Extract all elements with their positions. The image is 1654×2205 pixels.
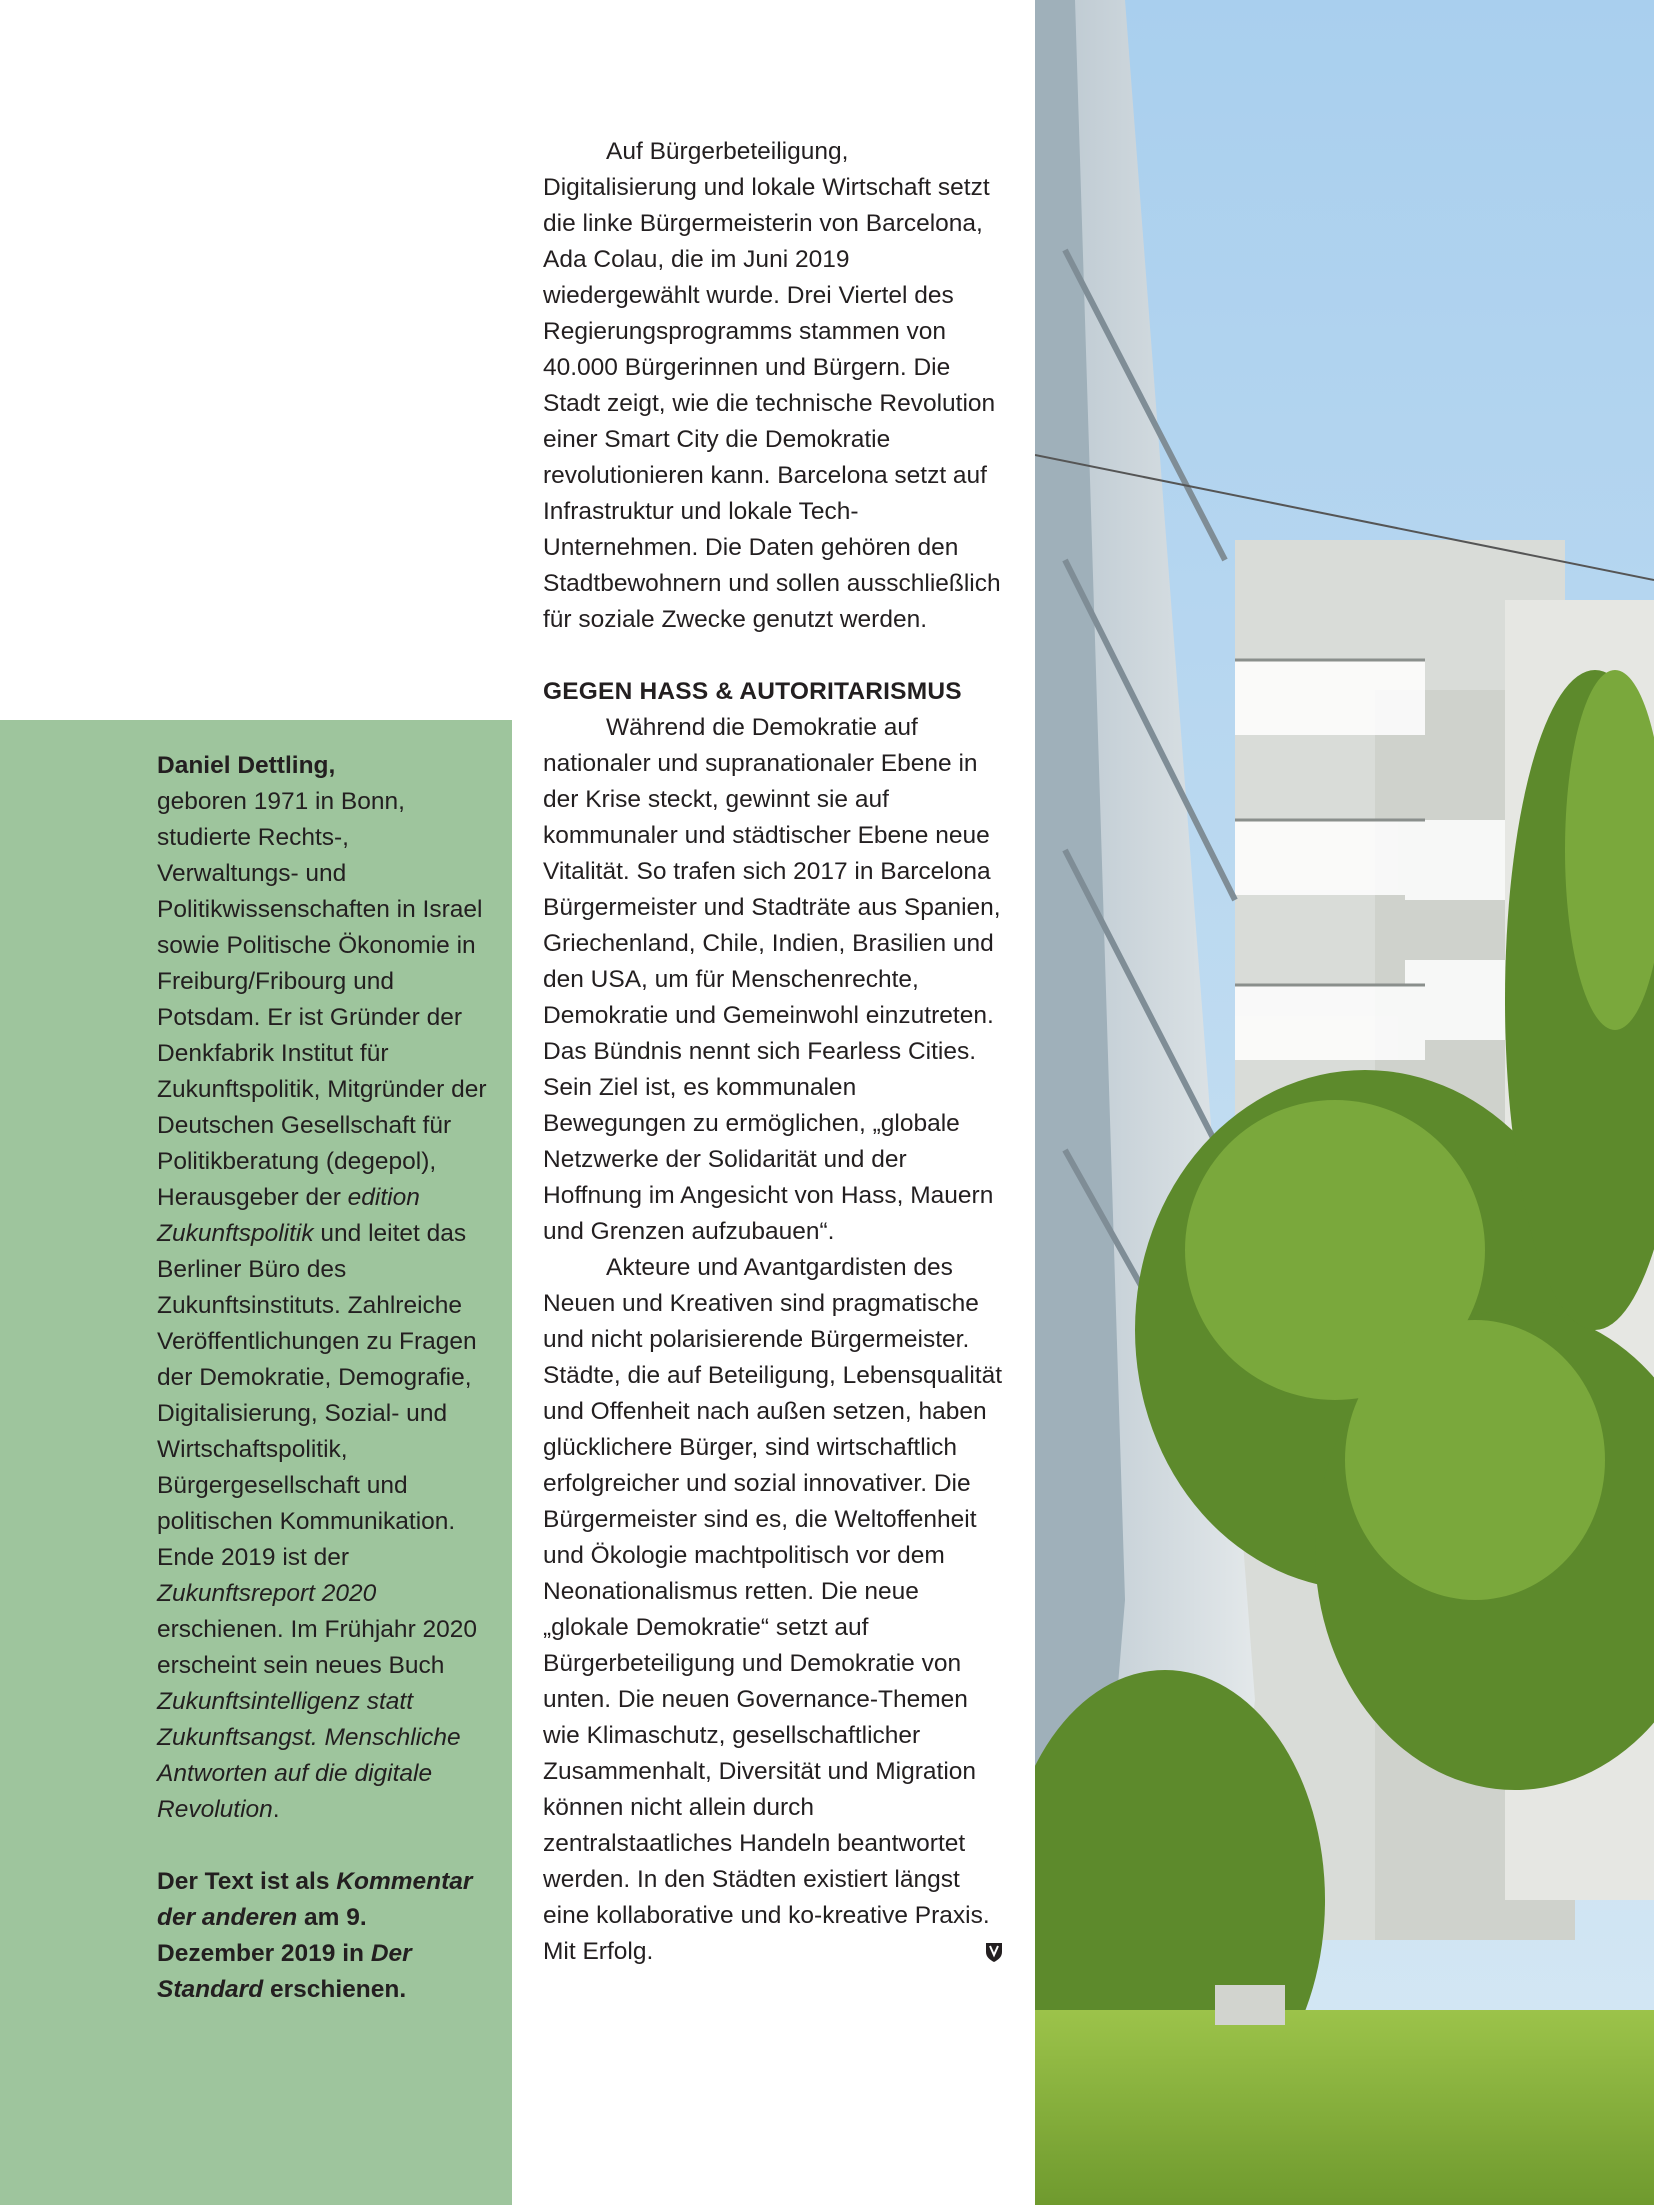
author-bio-text: [157, 784, 487, 1828]
note-text-2: am 9. Dezember 2019 in: [157, 1904, 371, 1967]
article-paragraph-2: Während die Demokratie auf nationaler und supranationaler Ebene in der Krise steckt, gewinnt sie auf kommunaler und städtischer Ebene neue Vitalität. So trafen sich 2017 in Barcelona Bürgermeister und Stadträte aus Spanien, Griechenland, Chile, Indien, Brasilien und den USA, um für Menschenrechte, Demokratie und Gemeinwohl einzutreten. Das Bündnis nennt sich Fearless Cities. Sein Ziel ist, es kommunalen Bewegungen zu ermöglichen, „globale Netzwerke der Solidarität und der Hoffnung im Angesicht von Hass, Mauern und Grenzen aufzubauen“.: [543, 714, 1001, 1245]
bio-italic-1: edition Zukunftspolitik: [157, 1184, 420, 1247]
paragraph-3-text: Akteure und Avantgardisten des Neuen und Kreativen sind pragmatische und nicht polarisierende Bürgermeister. Städte, die auf Beteiligung, Lebensqualität und Offenheit nach außen setzen, haben glücklichere Bürger, sind wirtschaftlich erfolgreicher und sozial innovativer. Die Bürgermeister sind es, die Weltoffenheit und Ökologie machtpolitisch vor dem Neonationalismus retten. Die neue „glokale Demokratie“ setzt auf Bürgerbeteiligung und Demokratie von unten. Die neuen Governance-Themen wie Klimaschutz, gesellschaftlicher Zusammenhalt, Diversität und Migration können nicht allein durch zentralstaatliches Handeln beantwortet werden. In den Städten existiert längst eine kollaborative und ko-kreative Praxis. Mit Erfolg.: [543, 1254, 1003, 1965]
bio-text-2: und leitet das Berliner Büro des Zukunftsinstituts. Zahlreiche Veröffentlichungen zu Fragen der Demokratie, Demografie, Digitalisierung, Sozial- und Wirtschaftspolitik, Bürgergesellschaft und politischen Kommunikation. Ende 2019 ist der: [157, 1220, 477, 1571]
bio-text-3: erschienen. Im Frühjahr 2020 erscheint sein neues Buch: [157, 1616, 478, 1679]
note-italic-2: Der Standard: [157, 1940, 412, 2003]
publication-note: [157, 1864, 487, 2008]
bio-italic-3: Zukunftsintelligenz statt Zukunftsangst. Menschliche Antworten auf die digitale Revolution: [157, 1688, 461, 1823]
article-paragraph-3: [543, 1250, 1003, 1970]
author-name: Daniel Dettling,: [157, 752, 336, 779]
note-text-3: erschienen.: [263, 1976, 407, 2003]
section-heading: GEGEN HASS & AUTORITARISMUS: [543, 678, 962, 705]
note-text-1: Der Text ist als: [157, 1868, 337, 1895]
end-mark-icon: [985, 1941, 1003, 1963]
bio-text-1: geboren 1971 in Bonn, studierte Rechts-, Verwaltungs- und Politikwissenschaften in Israel sowie Politische Ökonomie in Freiburg/Fribourg und Potsdam. Er ist Gründer der Denkfabrik Institut für Zukunftspolitik, Mitgründer der Deutschen Gesellschaft für Politikberatung (degepol), Herausgeber der: [157, 788, 487, 1211]
building-photo: [1035, 0, 1654, 2205]
bio-text-4: .: [272, 1796, 280, 1823]
article-paragraph-1: Auf Bürgerbeteiligung, Digitalisierung und lokale Wirtschaft setzt die linke Bürgermeisterin von Barcelona, Ada Colau, die im Juni 2019 wiedergewählt wurde. Drei Viertel des Regierungsprogramms stammen von 40.000 Bürgerinnen und Bürgern. Die Stadt zeigt, wie die technische Revolution einer Smart City die Demokratie revolutionieren kann. Barcelona setzt auf Infrastruktur und lokale Tech-Unternehmen. Die Daten gehören den Stadtbewohnern und sollen ausschließlich für soziale Zwecke genutzt werden.: [543, 138, 1001, 633]
note-italic-1: Kommentar der anderen: [157, 1868, 473, 1931]
bio-italic-2: Zukunftsreport 2020: [157, 1580, 377, 1607]
article-column: [543, 134, 1003, 1970]
author-bio: [157, 748, 487, 2008]
